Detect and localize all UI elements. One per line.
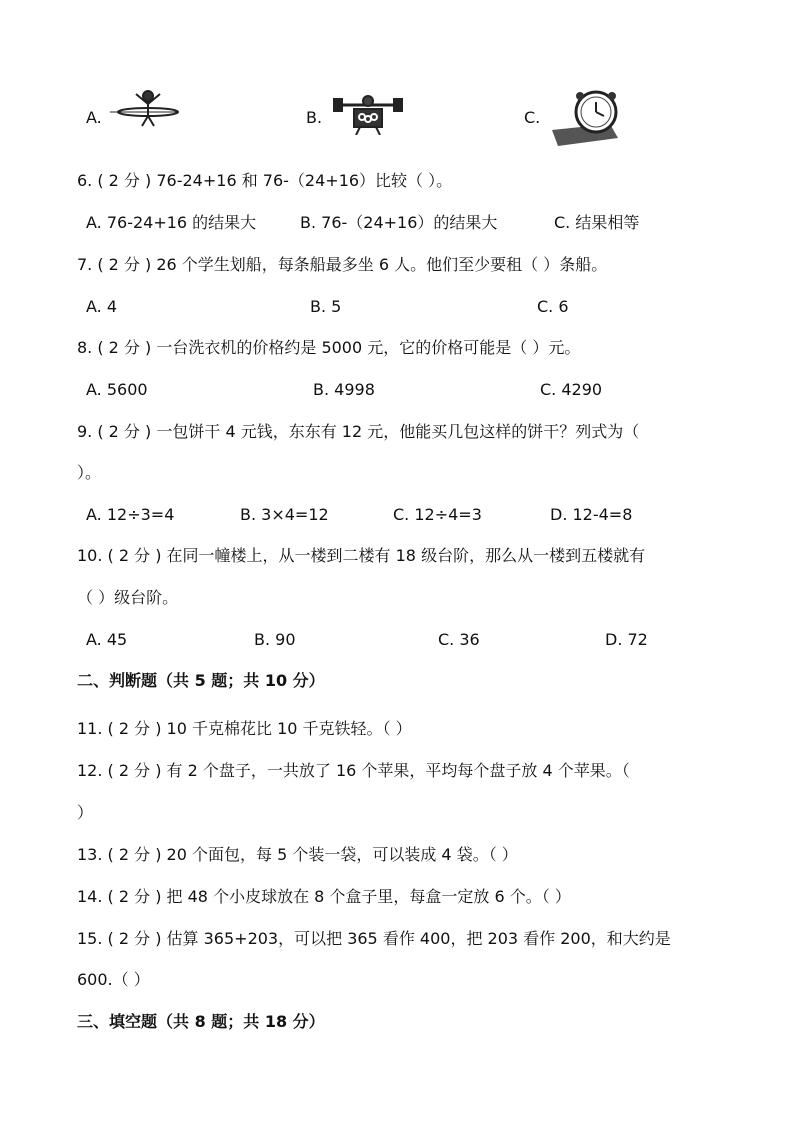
q8-option-a: A. 5600 [86, 380, 148, 399]
alarm-clock-image [550, 90, 620, 148]
question-6-stem: 6. ( 2 分 ) 76-24+16 和 76-（24+16）比较（ ）。 [77, 171, 453, 190]
question-13-stem: 13. ( 2 分 ) 20 个面包，每 5 个装一袋，可以装成 4 袋。（ ） [77, 845, 518, 864]
question-10-stem-line1: 10. ( 2 分 ) 在同一幢楼上，从一楼到二楼有 18 级台阶，那么从一楼到五楼就有 [77, 546, 646, 565]
q5-option-b: B. [306, 108, 323, 127]
question-12-stem-line1: 12. ( 2 分 ) 有 2 个盘子，一共放了 16 个苹果，平均每个盘子放 4 个苹果。（ [77, 761, 630, 780]
q9-option-a: A. 12÷3=4 [86, 505, 175, 524]
question-9-stem-line2: ）。 [77, 463, 102, 482]
q7-option-b: B. 5 [310, 297, 342, 316]
question-8-stem: 8. ( 2 分 ) 一台洗衣机的价格约是 5000 元，它的价格可能是（ ）元。 [77, 338, 581, 357]
q6-option-a: A. 76-24+16 的结果大 [86, 213, 257, 232]
q8-option-b: B. 4998 [313, 380, 375, 399]
q10-option-b: B. 90 [254, 630, 296, 649]
q9-option-d: D. 12-4=8 [550, 505, 633, 524]
question-7-stem: 7. ( 2 分 ) 26 个学生划船，每条船最多坐 6 人。他们至少要租（ ）条船。 [77, 255, 608, 274]
q10-option-c: C. 36 [438, 630, 480, 649]
q10-option-a: A. 45 [86, 630, 128, 649]
question-10-stem-line2: （ ）级台阶。 [77, 588, 179, 607]
question-9-stem-line1: 9. ( 2 分 ) 一包饼干 4 元钱，东东有 12 元，他能买几包这样的饼干？列式为（ [77, 422, 640, 441]
q5-option-c: C. [524, 108, 541, 127]
q5-option-a: A. [86, 108, 102, 127]
q10-option-d: D. 72 [605, 630, 648, 649]
q8-option-c: C. 4290 [540, 380, 603, 399]
q9-option-c: C. 12÷4=3 [393, 505, 482, 524]
weightlifter-figure-image [330, 93, 406, 135]
q6-option-b: B. 76-（24+16）的结果大 [300, 213, 498, 232]
question-15-stem-line1: 15. ( 2 分 ) 估算 365+203，可以把 365 看作 400，把 203 看作 200，和大约是 [77, 929, 671, 948]
question-14-stem: 14. ( 2 分 ) 把 48 个小皮球放在 8 个盒子里，每盒一定放 6 个。（ ） [77, 887, 571, 906]
hula-hoop-figure-image [108, 88, 188, 128]
q6-option-c: C. 结果相等 [554, 213, 640, 232]
q7-option-c: C. 6 [537, 297, 569, 316]
question-15-stem-line2: 600.（ ） [77, 970, 150, 989]
q7-option-a: A. 4 [86, 297, 118, 316]
q9-option-b: B. 3×4=12 [240, 505, 329, 524]
question-11-stem: 11. ( 2 分 ) 10 千克棉花比 10 千克铁轻。（ ） [77, 719, 412, 738]
section-3-heading: 三、填空题（共 8 题；共 18 分） [77, 1012, 325, 1031]
question-12-stem-line2: ） [77, 803, 94, 822]
section-2-heading: 二、判断题（共 5 题；共 10 分） [77, 671, 325, 690]
